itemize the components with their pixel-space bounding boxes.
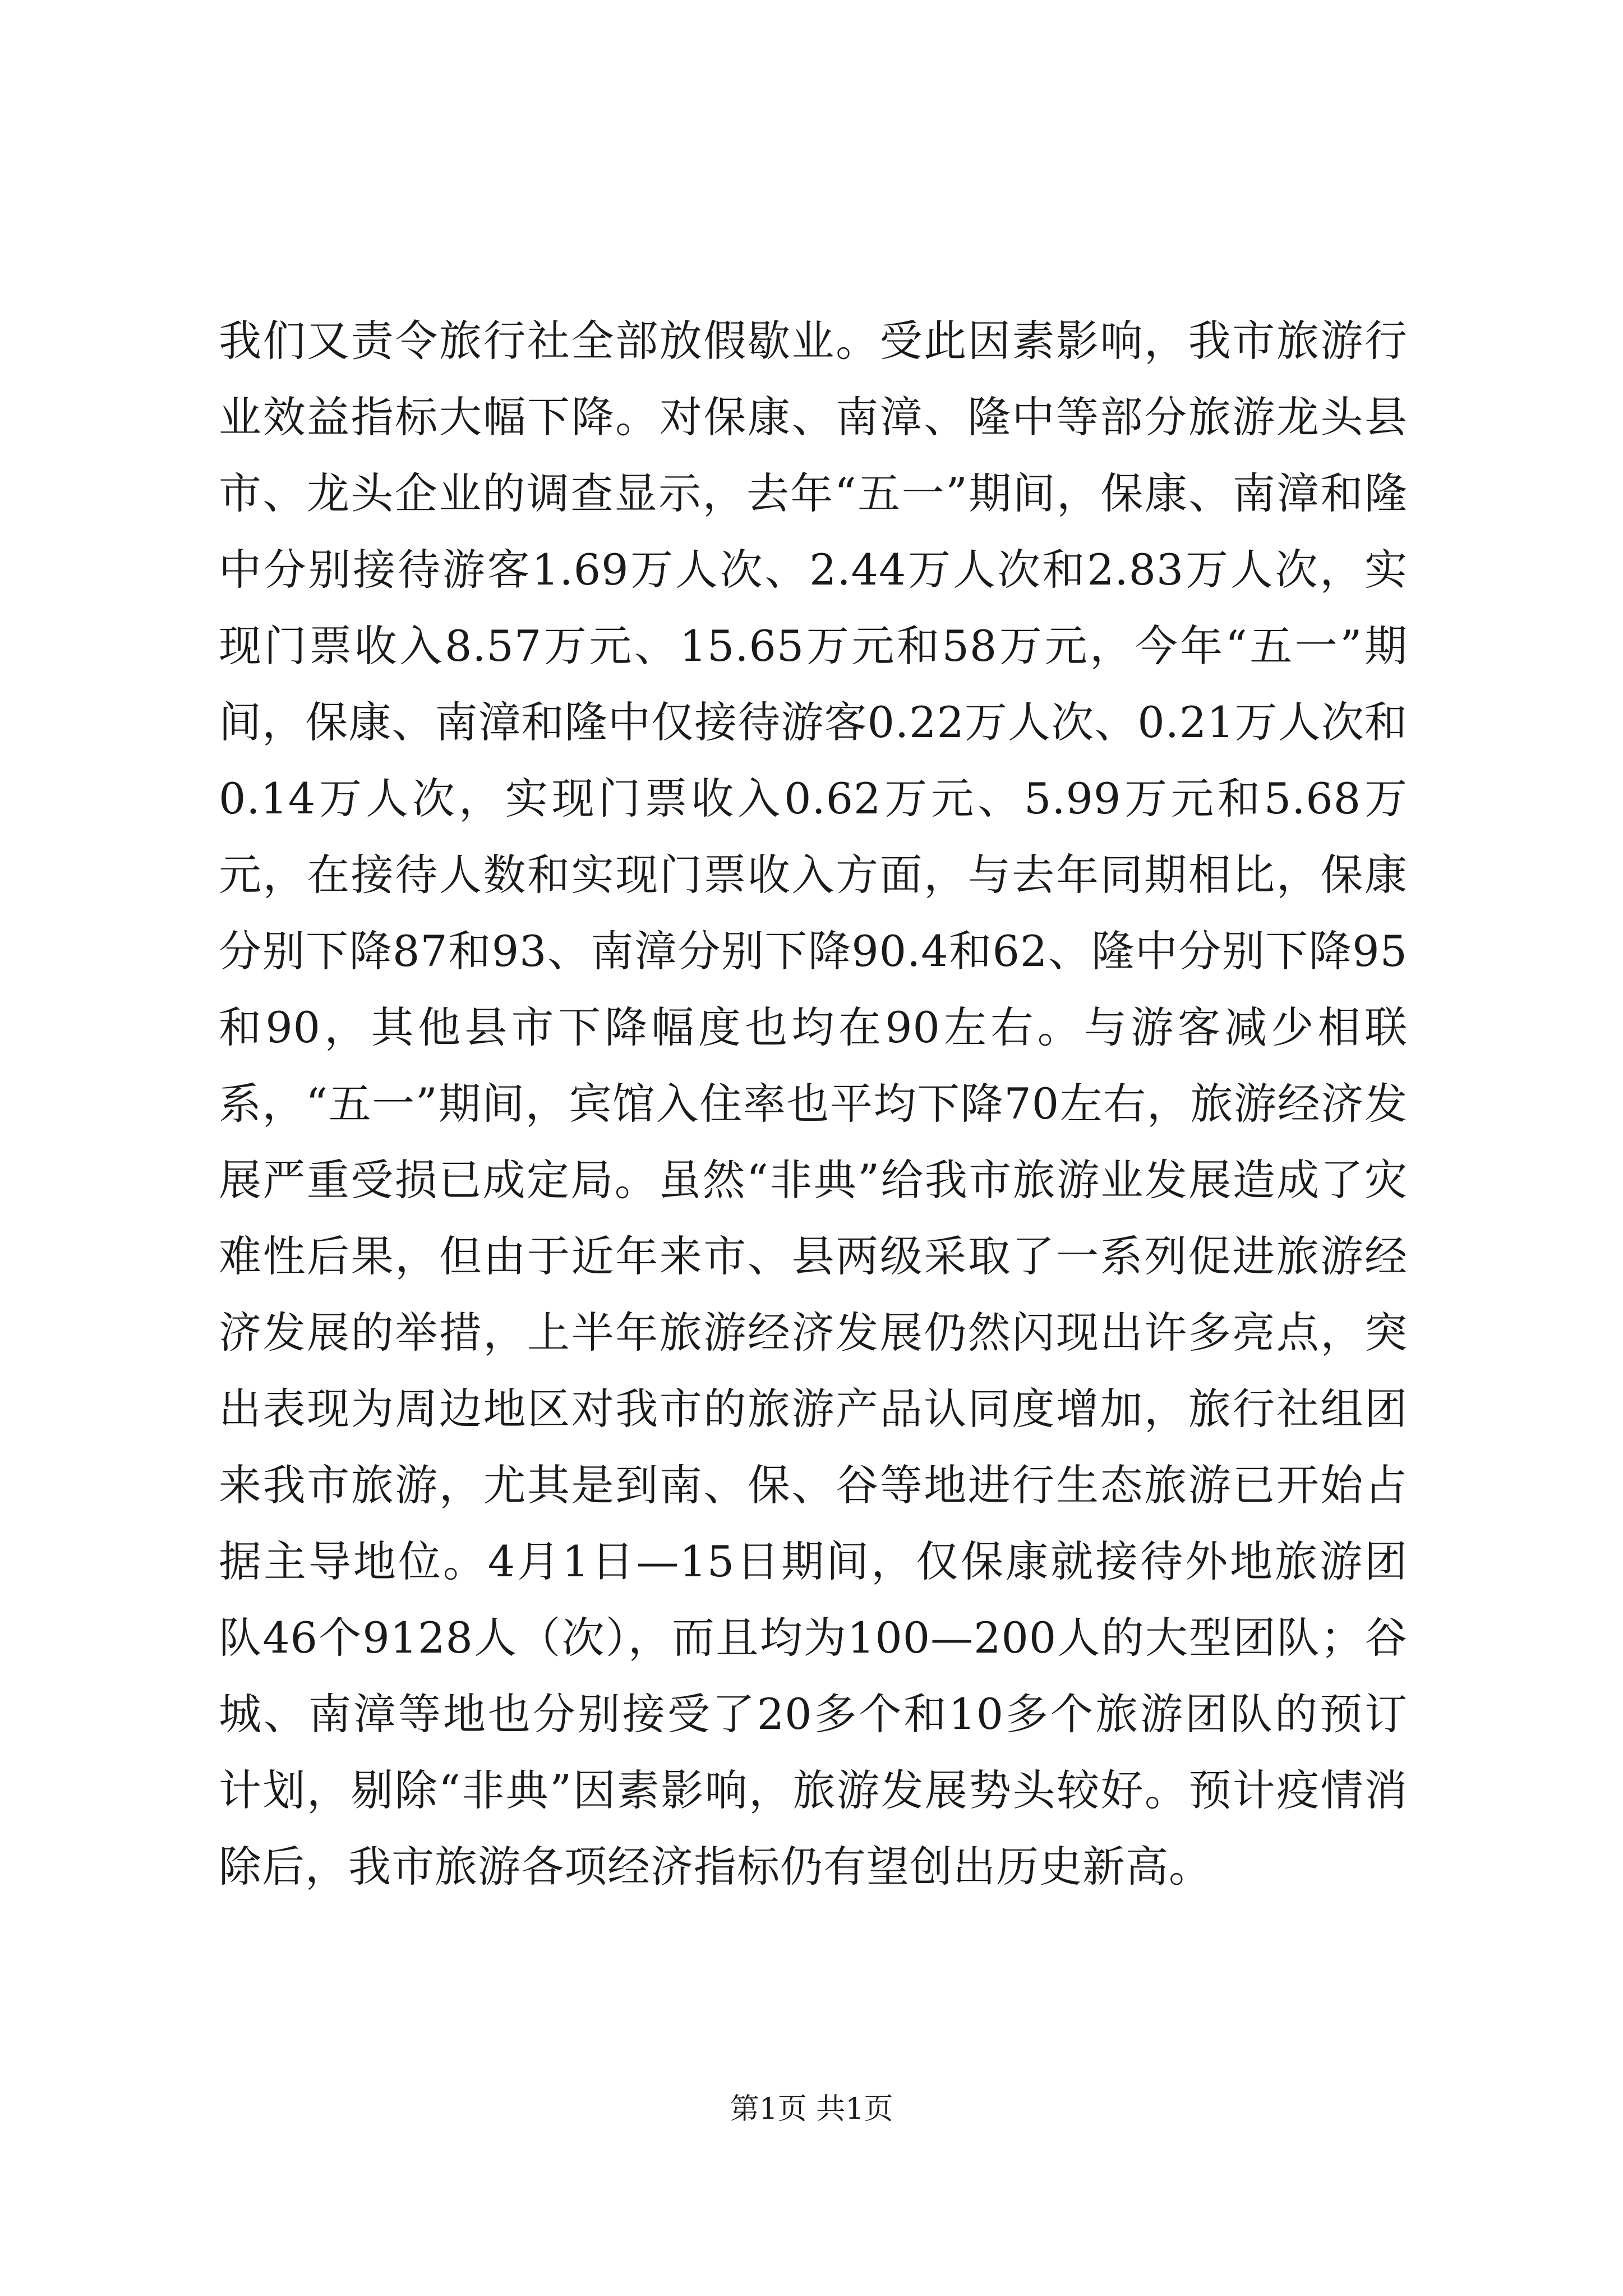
body-paragraph: 我们又责令旅行社全部放假歇业。受此因素影响，我市旅游行业效益指标大幅下降。对保康、南漳、隆中等部分旅游龙头县市、龙头企业的调查显示，去年“五一”期间，保康、南漳和隆中分别接待游客1.69万人次、2.44万人次和2.83万人次，实现门票收入8.57万元、15.65万元和58万元，今年“五一”期间，保康、南漳和隆中仅接待游客0.22万人次、0.21万人次和0.14万人次，实现门票收入0.62万元、5.99万元和5.68万元，在接待人数和实现门票收入方面，与去年同期相比，保康分别下降87和93、南漳分别下降90.4和62、隆中分别下降95和90，其他县市下降幅度也均在90左右。与游客减少相联系，“五一”期间，宾馆入住率也平均下降70左右，旅游经济发展严重受损已成定局。虽然“非典”给我市旅游业发展造成了灾难性后果，但由于近年来市、县两级采取了一系列促进旅游经济发展的举措，上半年旅游经济发展仍然闪现出许多亮点，突出表现为周边地区对我市的旅游产品认同度增加，旅行社组团来我市旅游，尤其是到南、保、谷等地进行生态旅游已开始占据主导地位。4月1日—15日期间，仅保康就接待外地旅游团队46个9128人（次），而且均为100—200人的大型团队；谷城、南漳等地也分别接受了20多个和10多个旅游团队的预订计划，剔除“非典”因素影响，旅游发展势头较好。预计疫情消除后，我市旅游各项经济指标仍有望创出历史新高。 (219, 316, 1408, 1892)
page-footer: 第1页 共1页 (730, 2092, 893, 2126)
